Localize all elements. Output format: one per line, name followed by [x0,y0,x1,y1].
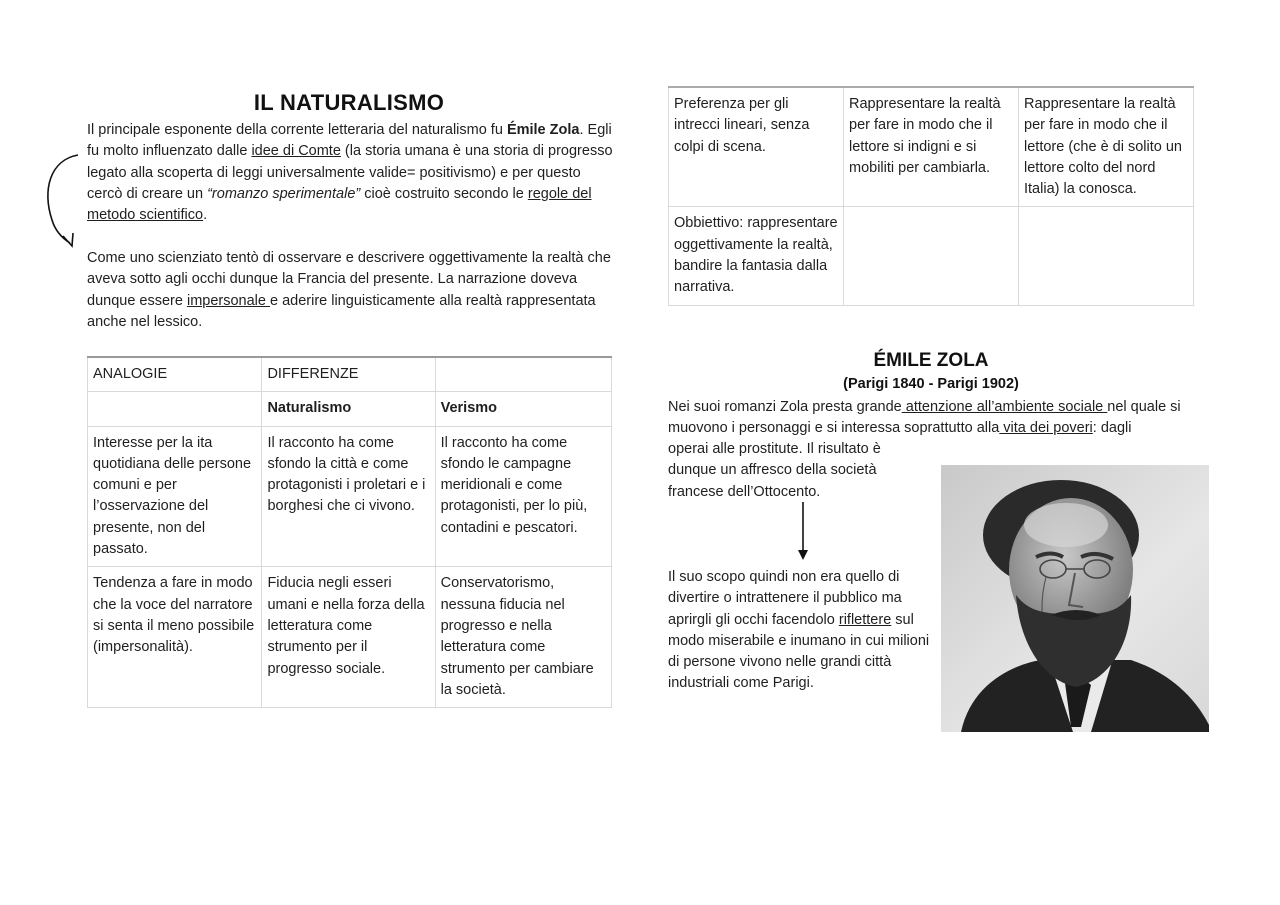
intro-paragraph [87,120,615,226]
down-arrow-icon [795,502,811,564]
verismo-header: Verismo [435,392,611,426]
table-cell: Rappresentare la realtà per fare in modo che il lettore (che è di solito un lettore colto del nord Italia) la conosca. [1019,87,1194,207]
zola-name: Émile Zola [506,122,580,138]
empty-cell [88,392,262,426]
page-title: IL NATURALISMO [253,90,445,115]
vita-poveri-underlined: vita dei poveri [999,420,1093,437]
differenze-header: DIFFERENZE [262,357,435,392]
continuation-table [668,86,1194,306]
intro-text: Il principale esponente della corrente letteraria del naturalismo fu [87,122,507,138]
second-text: Come uno scienziato tentò di osservare e descrivere oggettivamente la realtà che aveva sotto agli occhi dunque la Francia del presente. La narrazione doveva dunque essere [87,250,611,309]
zola-paragraph-1 [668,397,1198,440]
analogie-header: ANALOGIE [88,357,262,392]
table-cell: Preferenza per gli intrecci lineari, senza colpi di scena. [669,87,844,207]
table-subheader-row [88,392,612,426]
zola-portrait [941,465,1209,732]
romanzo-sperimentale: “romanzo sperimentale” [207,185,361,202]
intro-text: cioè costruito secondo le [360,185,528,202]
table-header-row [88,357,612,392]
table-cell: Obbiettivo: rappresentare oggettivamente la realtà, bandire la fantasia dalla narrativa. [669,207,844,305]
table-cell: Rappresentare la realtà per fare in modo che il lettore si indigni e si mobiliti per cambiarla. [844,87,1019,207]
table-row [669,207,1194,305]
zola-paragraph-3 [668,567,930,695]
table-row [88,567,612,708]
comparison-table [87,356,612,708]
comte-ideas-underlined: idee di Comte [251,143,341,160]
zola-text: Nei suoi romanzi Zola presta grande [668,399,902,415]
table-row [88,426,612,567]
zola-section-title: ÉMILE ZOLA [873,350,989,371]
scientific-method-underlined: regole del metodo scientifico [87,185,592,224]
empty-cell [435,357,611,392]
zola-dates: (Parigi 1840 - Parigi 1902) [843,376,1019,392]
intro-text: . [203,207,208,224]
zola-paragraph-2: operai alle prostitute. Il risultato è dunque un affresco della società francese dell’Ottocento. [668,441,881,500]
zola-text: nel quale si muovono i personaggi e si interessa soprattutto alla [668,399,1181,437]
ambiente-sociale-underlined: attenzione all’ambiente sociale [901,399,1108,415]
table-cell [1019,207,1194,305]
zola-text: sul modo miserabile e inumano in cui milioni di persone vivono nelle grandi città industriali come Parigi. [668,611,930,692]
table-cell: Conservatorismo, nessuna fiducia nel progresso e nella letteratura come strumento per cambiare la società. [435,567,611,708]
zola-text: : dagli [1092,420,1132,437]
table-cell [844,207,1019,305]
table-cell: Il racconto ha come sfondo le campagne meridionali e come protagonisti, per lo più, contadini e pescatori. [435,426,611,567]
table-cell: Il racconto ha come sfondo la città e come protagonisti i proletari e i borghesi che ci vivono. [262,426,435,567]
intro-text: (la storia umana è una storia di progresso legato alla scoperta di leggi universalmente valide= positivismo) e per questo cercò di creare un [87,143,613,202]
riflettere-underlined: riflettere [838,611,892,628]
table-cell: Fiducia negli esseri umani e nella forza della letteratura come strumento per il progresso sociale. [262,567,435,708]
second-paragraph [87,248,615,333]
zola-text: Il suo scopo quindi non era quello di divertire o intrattenere il pubblico ma aprirgli gli occhi facendolo [668,569,902,628]
table-cell: Interesse per la ita quotidiana delle persone comuni e per l’osservazione del presente, non del passato. [88,426,262,567]
impersonale-underlined: impersonale [186,292,270,309]
intro-text: . Egli fu molto influenzato dalle [87,122,612,160]
second-text: e aderire linguisticamente alla realtà rappresentata anche nel lessico. [87,292,596,330]
naturalismo-header: Naturalismo [262,392,435,426]
curved-arrow-icon [40,150,85,250]
table-cell: Tendenza a fare in modo che la voce del narratore si senta il meno possibile (impersonalità). [88,567,262,708]
table-row [669,87,1194,207]
